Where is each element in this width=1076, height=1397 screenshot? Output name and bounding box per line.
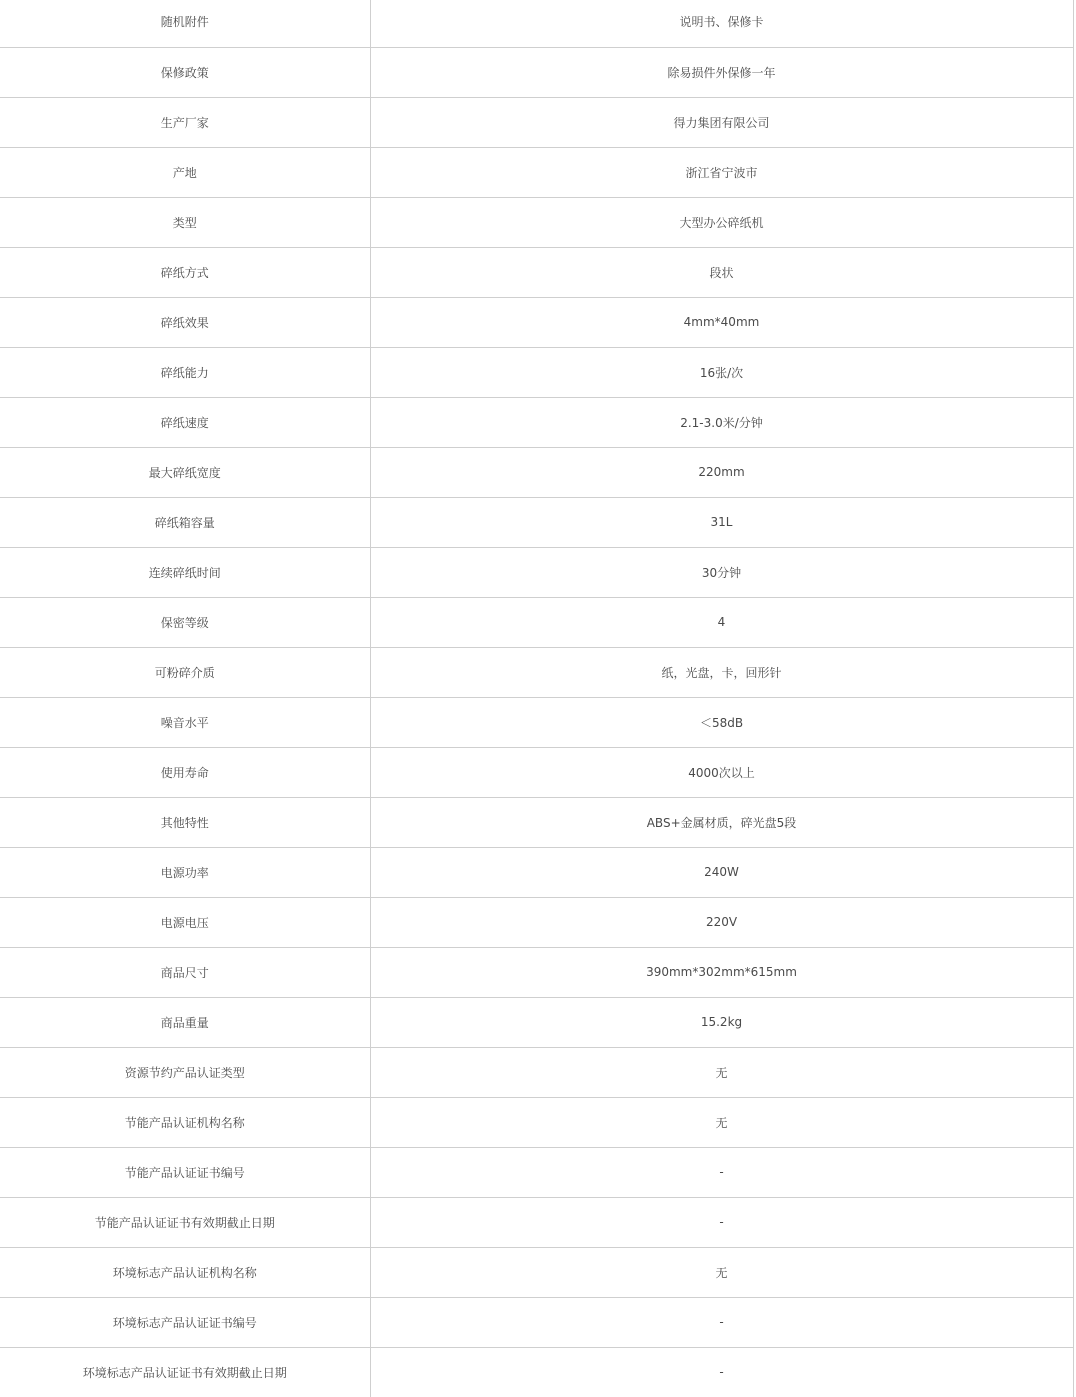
spec-label: 电源功率 [0, 847, 370, 897]
spec-label: 产地 [0, 147, 370, 197]
spec-value: ＜58dB [370, 697, 1073, 747]
table-row [0, 0, 1073, 47]
spec-value: 220mm [370, 447, 1073, 497]
table-row [0, 197, 1073, 247]
spec-value: 220V [370, 897, 1073, 947]
spec-value: 2.1-3.0米/分钟 [370, 397, 1073, 447]
table-row [0, 797, 1073, 847]
spec-label: 商品尺寸 [0, 947, 370, 997]
spec-value: 浙江省宁波市 [370, 147, 1073, 197]
spec-label: 碎纸方式 [0, 247, 370, 297]
table-row [0, 747, 1073, 797]
table-row [0, 1247, 1073, 1297]
spec-value: ABS+金属材质，碎光盘5段 [370, 797, 1073, 847]
table-row [0, 1147, 1073, 1197]
table-row [0, 97, 1073, 147]
spec-label: 保密等级 [0, 597, 370, 647]
spec-label: 节能产品认证机构名称 [0, 1097, 370, 1147]
spec-label: 使用寿命 [0, 747, 370, 797]
spec-value: 无 [370, 1097, 1073, 1147]
spec-value: 段状 [370, 247, 1073, 297]
spec-label: 生产厂家 [0, 97, 370, 147]
spec-label: 连续碎纸时间 [0, 547, 370, 597]
spec-value: 15.2kg [370, 997, 1073, 1047]
spec-label: 最大碎纸宽度 [0, 447, 370, 497]
table-row [0, 1047, 1073, 1097]
spec-label: 碎纸效果 [0, 297, 370, 347]
spec-label: 噪音水平 [0, 697, 370, 747]
spec-label: 环境标志产品认证证书编号 [0, 1297, 370, 1347]
spec-value: - [370, 1197, 1073, 1247]
spec-value: 4 [370, 597, 1073, 647]
spec-label: 随机附件 [0, 0, 370, 47]
spec-value: 得力集团有限公司 [370, 97, 1073, 147]
spec-value: 16张/次 [370, 347, 1073, 397]
table-row [0, 847, 1073, 897]
spec-label: 商品重量 [0, 997, 370, 1047]
spec-label: 节能产品认证证书编号 [0, 1147, 370, 1197]
table-row [0, 1297, 1073, 1347]
table-row [0, 147, 1073, 197]
spec-value: 说明书、保修卡 [370, 0, 1073, 47]
table-row [0, 497, 1073, 547]
table-row [0, 947, 1073, 997]
spec-label: 可粉碎介质 [0, 647, 370, 697]
table-row [0, 347, 1073, 397]
spec-value: 4mm*40mm [370, 297, 1073, 347]
table-row [0, 1347, 1073, 1397]
spec-value: 除易损件外保修一年 [370, 47, 1073, 97]
table-row [0, 1097, 1073, 1147]
spec-label: 资源节约产品认证类型 [0, 1047, 370, 1097]
spec-value: 31L [370, 497, 1073, 547]
table-row [0, 697, 1073, 747]
spec-value: 4000次以上 [370, 747, 1073, 797]
spec-label: 碎纸能力 [0, 347, 370, 397]
table-row [0, 647, 1073, 697]
table-row [0, 397, 1073, 447]
spec-label: 保修政策 [0, 47, 370, 97]
spec-label: 碎纸箱容量 [0, 497, 370, 547]
spec-value: 无 [370, 1247, 1073, 1297]
spec-value: - [370, 1297, 1073, 1347]
spec-label: 电源电压 [0, 897, 370, 947]
spec-label: 其他特性 [0, 797, 370, 847]
table-row [0, 997, 1073, 1047]
table-row [0, 297, 1073, 347]
spec-value: - [370, 1347, 1073, 1397]
table-row [0, 47, 1073, 97]
table-row [0, 1197, 1073, 1247]
table-row [0, 547, 1073, 597]
spec-label: 碎纸速度 [0, 397, 370, 447]
spec-label: 环境标志产品认证证书有效期截止日期 [0, 1347, 370, 1397]
table-row [0, 897, 1073, 947]
table-row [0, 247, 1073, 297]
spec-value: 大型办公碎纸机 [370, 197, 1073, 247]
table-row [0, 447, 1073, 497]
spec-value: 240W [370, 847, 1073, 897]
spec-value: - [370, 1147, 1073, 1197]
spec-label: 类型 [0, 197, 370, 247]
spec-label: 环境标志产品认证机构名称 [0, 1247, 370, 1297]
spec-value: 30分钟 [370, 547, 1073, 597]
spec-value: 390mm*302mm*615mm [370, 947, 1073, 997]
table-row [0, 597, 1073, 647]
spec-label: 节能产品认证证书有效期截止日期 [0, 1197, 370, 1247]
spec-value: 纸，光盘，卡，回形针 [370, 647, 1073, 697]
spec-value: 无 [370, 1047, 1073, 1097]
